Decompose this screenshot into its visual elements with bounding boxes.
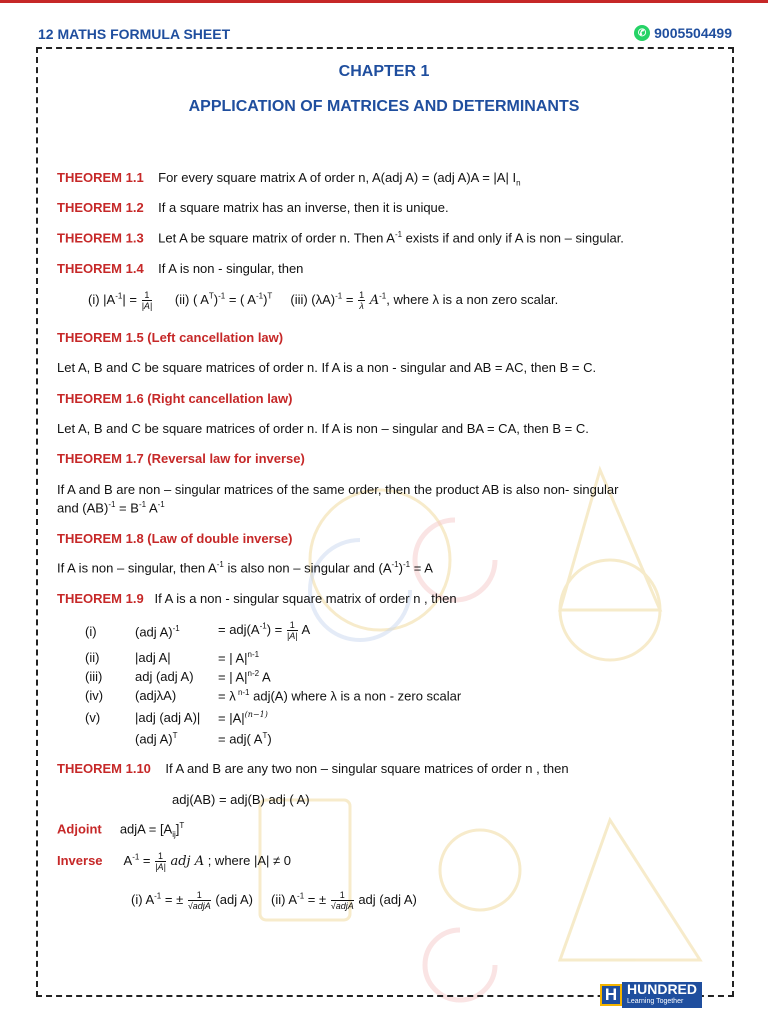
t19-row-2-num: (ii): [85, 650, 100, 665]
theorem-1-8-heading: THEOREM 1.8 (Law of double inverse): [57, 531, 293, 546]
fraction: $\frac{1}{|A|}$: [155, 851, 166, 872]
inverse-definition: Inverse $A^{-1}$ = $\frac{1}{|A|}$ adj A ; where |A| ≠ 0: [57, 851, 291, 872]
theorem-1-4: THEOREM 1.4 If A is non - singular, then: [57, 261, 304, 276]
fraction: $\frac{1}{\text{√adjA}}$: [187, 890, 211, 911]
chapter-title: APPLICATION OF MATRICES AND DETERMINANTS: [188, 98, 580, 115]
fraction: $\frac{1}{|A|}$: [141, 290, 153, 311]
t19-row-5-right: = $|A|^{(n-1)}$: [218, 710, 268, 726]
t19-row-3-num: (iii): [85, 669, 103, 684]
t19-row-1-left: (adj A)$^{-1}$: [135, 624, 180, 640]
fraction: $\frac{1}{\lambda}$: [359, 290, 365, 311]
t19-row-3-right: = | $A|^{n-2}$ A: [218, 669, 271, 685]
t19-row-4-left: (adjλA): [135, 688, 177, 703]
theorem-1-5-heading: THEOREM 1.5 (Left cancellation law): [57, 330, 284, 345]
t19-row-1-num: (i): [85, 624, 97, 639]
t19-row-3-left: adj (adj A): [135, 669, 194, 684]
t19-row-6-left: (adj A)$^T$: [135, 731, 178, 747]
t19-row-5-left: |adj (adj A)|: [135, 710, 201, 725]
fraction: $\frac{1}{|A|}$: [286, 620, 298, 641]
theorem-1-1: THEOREM 1.1 For every square matrix A of order n, A(adj A) = (adj A)A = |A| $I_n$: [57, 170, 521, 188]
whatsapp-icon: ✆: [634, 25, 650, 41]
t19-row-5-num: (v): [85, 710, 101, 725]
adjoint-definition: Adjoint adjA = $[A_{ij}]^T$: [57, 821, 185, 839]
theorem-1-9: THEOREM 1.9 If A is a non - singular square matrix of order n , then: [57, 591, 457, 606]
t19-row-4-right: = λ $^{n-1}$ adj(A) where λ is a non - zero scalar: [218, 688, 462, 704]
theorem-1-7-text-2: and $(AB)^{-1} = B^{-1}$ $A^{-1}$: [57, 500, 165, 516]
top-rule: [0, 0, 768, 3]
theorem-1-8-text: If A is non – singular, then $A^{-1}$ is also non – singular and $(A^{-1})^{-1} = A$: [57, 560, 433, 576]
theorem-1-6-text: Let A, B and C be square matrices of order n. If A is non – singular and BA = CA, then B = C.: [57, 421, 589, 436]
t19-row-2-right: = | $A|^{n-1}$: [218, 650, 260, 666]
inverse-formulas: (i) $A^{-1}$ = ± $\frac{1}{\text{√adjA}}$ (adj A) (ii) $A^{-1}$ = ± $\frac{1}{\text{√adjA}}$ adj (adj A): [131, 890, 417, 911]
logo-tagline: Learning Together: [627, 998, 684, 1005]
theorem-1-3: THEOREM 1.3 Let A be square matrix of order n. Then $A^{-1}$ exists if and only if A is non – singular.: [57, 230, 624, 246]
theorem-1-7-heading: THEOREM 1.7 (Reversal law for inverse): [57, 451, 305, 466]
logo-name: HUNDRED: [627, 981, 697, 997]
t19-row-6-right: = adj( $A^T$): [218, 731, 272, 747]
t19-row-1-right: = $adj(A^{-1})$ = $\frac{1}{|A|}$ A: [218, 620, 311, 641]
sheet-title: 12 MATHS FORMULA SHEET: [38, 26, 231, 42]
theorem-1-10-formula: adj(AB) = adj(B) adj ( A): [172, 792, 310, 807]
theorem-1-7-text-1: If A and B are non – singular matrices of the same order, then the product AB is also non- singular: [57, 482, 619, 497]
logo-mark: H: [600, 984, 622, 1006]
phone-contact[interactable]: [634, 25, 732, 41]
hundred-logo: [600, 982, 702, 1008]
phone-number: 9005504499: [654, 25, 732, 41]
theorem-1-6-heading: THEOREM 1.6 (Right cancellation law): [57, 391, 293, 406]
t19-row-4-num: (iv): [85, 688, 104, 703]
t19-row-2-left: |adj A|: [135, 650, 171, 665]
theorem-1-10: THEOREM 1.10 If A and B are any two non – singular square matrices of order n , then: [57, 761, 569, 776]
chapter-heading: CHAPTER 1: [338, 63, 430, 80]
theorem-1-2: THEOREM 1.2 If a square matrix has an inverse, then it is unique.: [57, 200, 449, 215]
fraction: $\frac{1}{\text{√adjA}}$: [330, 890, 354, 911]
theorem-1-4-formulas: (i) $|A^{-1}|$ = $\frac{1}{|A|}$ (ii) ( $A^T)^{-1}$ = ( $A^{-1})^T$ (iii) $(\lambda A)^{-1}$ = $\frac{1}{\lambda}$ $A^{-1}$, where λ is a non zero scalar.: [88, 290, 559, 311]
theorem-1-5-text: Let A, B and C be square matrices of order n. If A is a non - singular and AB = AC, then B = C.: [57, 360, 597, 375]
